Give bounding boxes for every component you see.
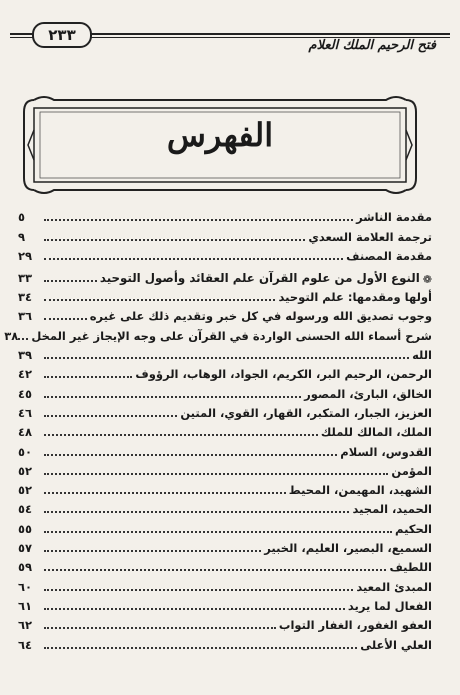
toc-entry-page: ٦٠ [18,579,33,594]
toc-entry-title: شرح أسماء الله الحسنى الواردة في القرآن على وجه الإيجاز غير المخل [31,328,432,343]
dot-leader [44,608,345,610]
toc-entry-page: ٦١ [18,598,33,613]
toc-entry-title: أولها ومقدمها: علم التوحيد [278,290,432,305]
toc-entry [18,206,432,225]
dot-leader [44,511,349,513]
dot-leader [44,258,343,260]
toc-entry [18,225,432,244]
toc-entry-page: ٣٩ [18,348,33,363]
toc-entry-page: ٩ [18,229,26,244]
toc-entry [18,382,432,401]
toc-entry-title: الحكيم [395,521,432,536]
running-title: فتح الرحيم الملك العلام [308,38,436,53]
dot-leader [44,318,87,320]
dot-leader [44,647,357,649]
toc-entry-page: ٥٤ [18,502,33,517]
dot-leader [44,627,276,629]
toc-entry-page: ٤٢ [18,367,33,382]
toc-entry-title: اللطيف [389,560,432,575]
toc-entry [18,517,432,536]
toc-entry-title: النوع الأول من علوم القرآن علم العقائد وأصول التوحيد [99,270,420,285]
toc-entry [18,575,432,594]
toc-entry [18,440,432,459]
toc-entry [18,286,432,305]
toc-entry-page: ٦٢ [18,618,33,633]
dot-leader [44,454,337,456]
toc-entry-title: السميع، البصير، العليم، الخبير [264,541,432,556]
dot-leader [44,396,301,398]
toc-entry-title: ترجمة العلامة السعدي [308,229,432,244]
dot-leader [44,589,353,591]
toc-entry [18,344,432,363]
toc-entry-page: ٣٤ [18,290,33,305]
flower-bullet-icon: ❁ [422,272,432,286]
dot-leader [44,299,275,301]
toc-entry-title: الحميد، المجيد [352,502,432,517]
toc-entry [18,245,432,264]
toc-entry-title: القدوس، السلام [340,444,432,459]
page-number: ٢٣٣ [32,22,92,48]
toc-entry-page: ٣٨ [4,328,19,343]
toc-entry [18,498,432,517]
dot-leader [44,376,132,378]
toc-entry-page: ٥٠ [18,444,33,459]
toc-entry [18,421,432,440]
toc-entry-page: ٥٧ [18,541,33,556]
dot-leader [44,492,286,494]
toc-entry-title: العفو الغفور، الغفار التواب [278,618,432,633]
toc-entry-page: ٦٤ [18,637,33,652]
dot-leader [44,280,97,282]
toc-entry [18,363,432,382]
toc-entry-page: ٢٩ [18,248,33,263]
toc-entry-title: العلي الأعلى [360,637,432,652]
toc-entry [18,305,432,324]
toc-entry [18,537,432,556]
toc-entry [18,460,432,479]
dot-leader [44,239,305,241]
toc-entry-title: الرحمن، الرحيم البر، الكريم، الجواد، الوهاب، الرؤوف [135,367,432,382]
toc-entry-page: ٤٥ [18,386,33,401]
toc-entry [4,324,432,343]
toc-entry-title: الشهيد، المهيمن، المحيط [288,483,432,498]
toc-entry [18,479,432,498]
dot-leader [44,434,318,436]
toc-entry-page: ٤٦ [18,405,33,420]
toc-entry-page: ٥٩ [18,560,33,575]
dot-leader [44,357,409,359]
title-frame [20,90,420,200]
toc-entry-title: العزيز، الجبار، المتكبر، القهار، القوي، المتين [180,405,432,420]
toc-entry-title: الملك، المالك للملك [320,425,432,440]
toc-entry-title: المؤمن [391,463,432,478]
page-header [0,0,460,58]
dot-leader [44,473,388,475]
dot-leader [44,415,177,417]
toc-entry [18,633,432,652]
toc-entry-page: ٤٨ [18,425,33,440]
dot-leader [44,550,261,552]
toc-entry [18,595,432,614]
toc-entry-page: ٥٢ [18,463,33,478]
toc-entry [18,264,432,286]
dot-leader [18,338,28,340]
toc-entry-title: الخالق، البارئ، المصور [304,386,432,401]
toc-entry-title: وجوب تصديق الله ورسوله في كل خبر وتقديم ذلك على غيره [89,309,432,324]
dot-leader [44,531,392,533]
toc-entry-page: ٥ [18,210,26,225]
toc-entry-page: ٣٣ [18,270,33,285]
dot-leader [44,569,386,571]
toc-entry-title: الله [412,348,432,363]
toc-entry-title: مقدمة المصنف [346,248,432,263]
toc-entry [18,402,432,421]
dot-leader [44,219,353,221]
table-of-contents [4,206,432,653]
toc-entry [18,556,432,575]
toc-entry-title: مقدمة الناشر [356,210,432,225]
section-title: الفهرس [166,116,274,154]
toc-entry-page: ٣٦ [18,309,33,324]
toc-entry-title: المبدئ المعيد [356,579,432,594]
toc-entry-title: الفعال لما يريد [347,598,432,613]
toc-entry [18,614,432,633]
toc-entry-page: ٥٢ [18,483,33,498]
toc-entry-page: ٥٥ [18,521,33,536]
